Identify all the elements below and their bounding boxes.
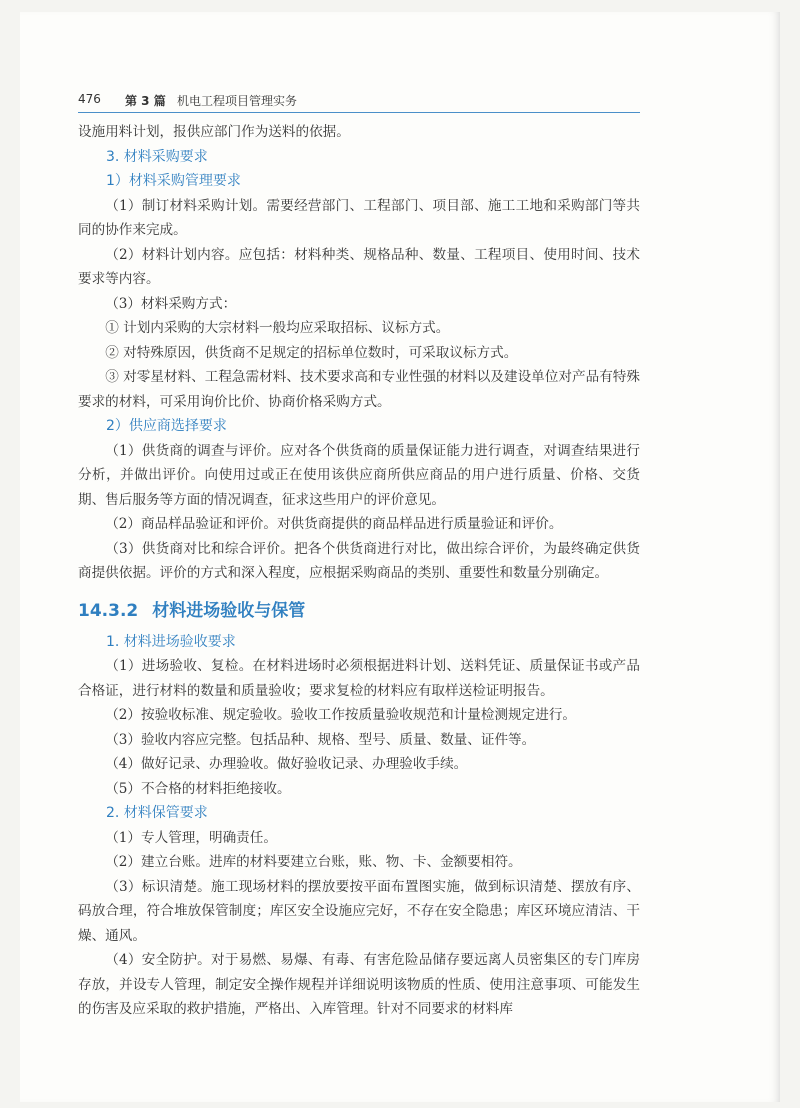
paragraph: ② 对特殊原因，供货商不足规定的招标单位数时，可采取议标方式。 — [105, 344, 518, 361]
paragraph: （4）做好记录、办理验收。做好验收记录、办理验收手续。 — [105, 756, 468, 772]
page-number: 476 — [78, 92, 101, 106]
paragraph: （1）专人管理，明确责任。 — [105, 829, 277, 846]
subheading: 3. 材料采购要求 — [106, 148, 208, 165]
subheading: 2）供应商选择要求 — [106, 418, 227, 434]
paragraph: （3）材料采购方式： — [105, 295, 237, 312]
book-title: 机电工程项目管理实务 — [177, 94, 298, 108]
paragraph: （3）供货商对比和综合评价。把各个供货商进行对比，做出综合评价，为最终确定供货商提供依据。评价的方式和深入程度，应根据采购商品的类别、重要性和数量分别确定。 — [78, 540, 640, 581]
subheading: 2. 材料保管要求 — [106, 805, 208, 821]
paragraph: （1）制订材料采购计划。需要经营部门、工程部门、项目部、施工工地和采购部门等共同的协作来完成。 — [78, 197, 640, 238]
section-title: 材料进场验收与保管 — [152, 600, 306, 621]
section-number: 14.3.2 — [78, 600, 139, 621]
paragraph: ① 计划内采购的大宗材料一般均应采取招标、议标方式。 — [105, 320, 450, 336]
page-header — [78, 88, 640, 113]
paragraph: （2）按验收标准、规定验收。验收工作按质量验收规范和计量检测规定进行。 — [105, 707, 577, 723]
paragraph: （1）进场验收、复检。在材料进场时必须根据进料计划、送料凭证、质量保证书或产品合格证，进行材料的数量和质量验收；要求复检的材料应有取样送检证明报告。 — [78, 658, 640, 699]
paragraph: （3）标识清楚。施工现场材料的摆放要按平面布置图实施，做到标识清楚、摆放有序、码放合理，符合堆放保管制度；库区安全设施应完好，不存在安全隐患；库区环境应清洁、干燥、通风。 — [78, 878, 640, 944]
paragraph: （4）安全防护。对于易燃、易爆、有毒、有害危险品储存要远离人员密集区的专门库房存放，并设专人管理，制定安全操作规程并详细说明该物质的性质、使用注意事项、可能发生的伤害及应采取的救护措施，严格出、入库管理。针对不同要求的材料库 — [78, 952, 640, 1017]
paragraph: （3）验收内容应完整。包括品种、规格、型号、质量、数量、证件等。 — [105, 731, 536, 748]
paragraph: （2）建立台账。进库的材料要建立台账，账、物、卡、金额要相符。 — [105, 854, 522, 870]
subheading: 1. 材料进场验收要求 — [106, 633, 236, 650]
paragraph: （5）不合格的材料拒绝接收。 — [105, 780, 291, 797]
paragraph: ③ 对零星材料、工程急需材料、技术要求高和专业性强的材料以及建设单位对产品有特殊要求的材料，可采用询价比价、协商价格采购方式。 — [78, 369, 640, 410]
paragraph: （2）材料计划内容。应包括：材料种类、规格品种、数量、工程项目、使用时间、技术要求等内容。 — [78, 246, 640, 287]
page-content — [78, 120, 640, 1022]
section-heading — [78, 598, 640, 624]
paragraph: （2）商品样品验证和评价。对供货商提供的商品样品进行质量验证和评价。 — [105, 516, 563, 532]
subheading: 1）材料采购管理要求 — [106, 173, 241, 189]
paragraph: （1）供货商的调查与评价。应对各个供货商的质量保证能力进行调查，对调查结果进行分析，并做出评价。向使用过或正在使用该供应商所供应商品的用户进行质量、价格、交货期、售后服务等方面的情况调查，征求这些用户的评价意见。 — [78, 442, 640, 508]
paragraph: 设施用料计划，报供应部门作为送料的依据。 — [78, 124, 350, 140]
part-label: 第 3 篇 — [125, 94, 166, 108]
